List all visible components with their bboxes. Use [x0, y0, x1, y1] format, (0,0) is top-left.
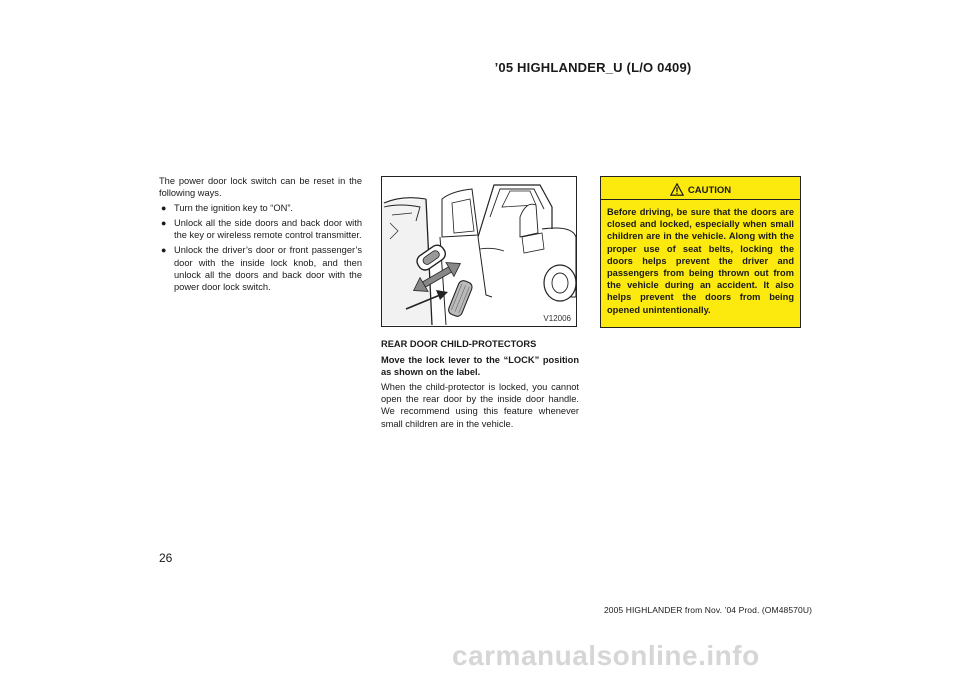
instruction-text: Move the lock lever to the “LOCK” position as shown on the label. [381, 355, 579, 378]
list-item: ● Turn the ignition key to “ON”. [161, 203, 294, 214]
bullet-icon: ● [161, 245, 167, 256]
header-title: ’05 HIGHLANDER_U (L/O 0409) [494, 60, 692, 75]
caution-text: Before driving, be sure that the doors are closed and locked, especially when small children are in the vehicle. Along with the proper use of seat belts, locking the doors helps prevent the driver and passengers from being thrown out from the vehicle during an accident. It also helps prevent the doors from being opened unintentionally. [607, 207, 794, 315]
door-illustration-icon [382, 177, 576, 326]
caution-header [601, 183, 800, 196]
caution-box [600, 176, 801, 328]
page-number: 26 [159, 551, 173, 565]
warning-triangle-icon [670, 183, 684, 196]
page-header [0, 60, 960, 75]
bullet-icon: ● [161, 203, 167, 214]
page-footer: 2005 HIGHLANDER from Nov. ’04 Prod. (OM48570U) [603, 605, 812, 615]
figure-code: V12006 [543, 314, 571, 323]
caution-title: CAUTION [687, 185, 732, 196]
section-heading: REAR DOOR CHILD-PROTECTORS [381, 339, 537, 349]
body-text: When the child-protector is locked, you cannot open the rear door by the inside door handle. We recommend using this feature whenever small children are in the vehicle. [381, 382, 579, 429]
reset-methods-list [159, 202, 362, 293]
bullet-icon: ● [161, 218, 167, 229]
child-protector-illustration [381, 176, 577, 327]
list-item: ● Unlock all the side doors and back door with the key or wireless remote control transmitter. [161, 218, 362, 241]
intro-paragraph: The power door lock switch can be reset in the following ways. [159, 176, 362, 199]
left-column [159, 175, 362, 293]
middle-column [381, 338, 579, 430]
list-item: ● Unlock the driver’s door or front passenger’s door with the inside lock knob, and then unlock all the doors and back door with the power door lock switch. [161, 245, 362, 292]
caution-divider [601, 199, 800, 200]
watermark: carmanualsonline.info [452, 640, 760, 671]
